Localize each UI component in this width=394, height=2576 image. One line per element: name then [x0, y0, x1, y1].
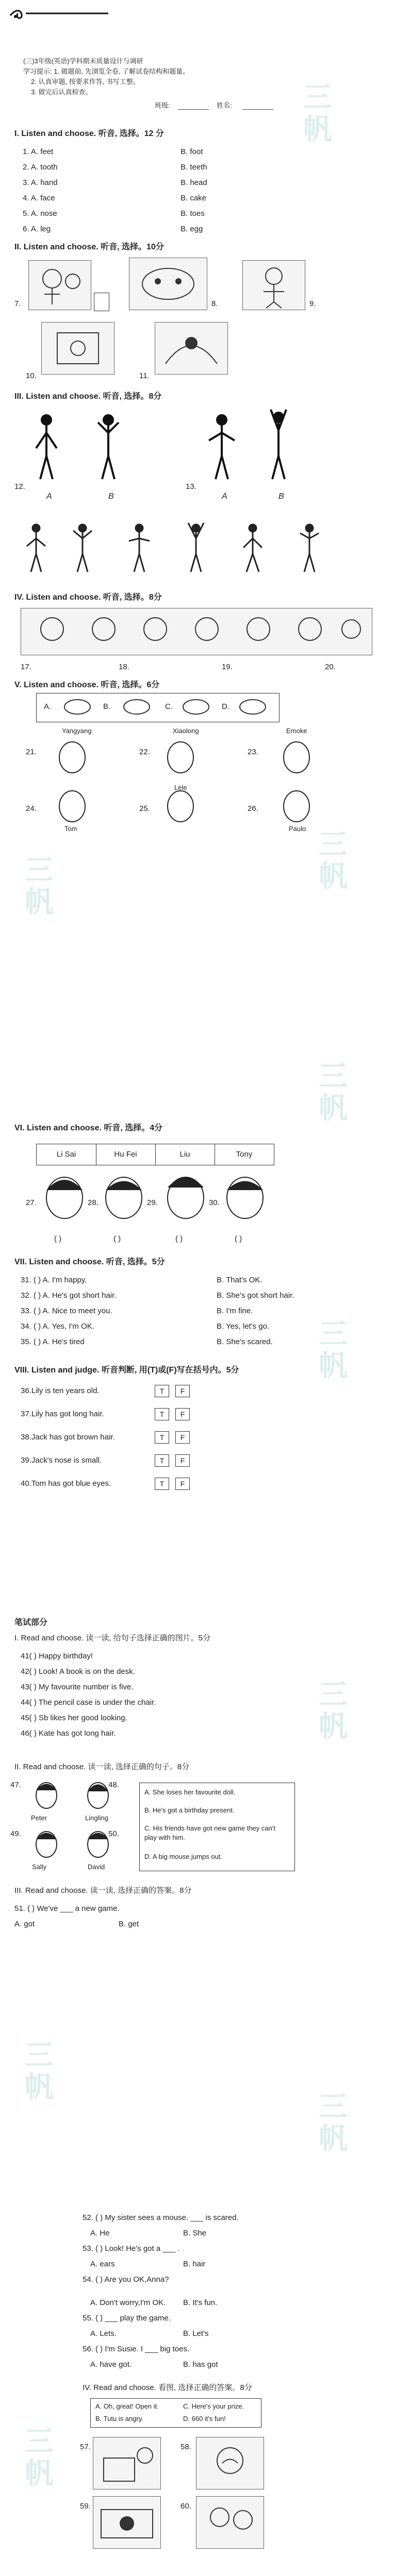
- listening-s7-title: VII. Listen and choose. 听音, 选择。5分: [14, 1258, 165, 1266]
- s3-num-12: 12.: [14, 482, 25, 491]
- w3-item-51: 51. ( ) We've ___ a new game.: [14, 1904, 120, 1913]
- s4-num-20: 20.: [325, 663, 336, 671]
- s5-name-21: Yangyang: [62, 727, 92, 735]
- s5-name-23: Emoke: [286, 727, 307, 735]
- w3-item-55: 55. ( ) ___ play the game.: [83, 2314, 171, 2323]
- s6-name-hufei: Hu Fei: [96, 1144, 156, 1165]
- s7-item-31b: B. That's OK.: [217, 1276, 262, 1284]
- w2-name-david: David: [88, 1863, 105, 1871]
- s1-item-4b: B. cake: [180, 194, 207, 202]
- watermark: 三 帆: [25, 2039, 54, 2104]
- s3-option-a-12: A: [46, 492, 52, 501]
- w3-item-55a: A. Lets.: [90, 2329, 117, 2338]
- w3-item-53b: B. hair: [183, 2260, 206, 2268]
- s6-num-29: 29.: [147, 1198, 158, 1207]
- s5-num-23: 23.: [248, 748, 258, 756]
- w4-picture-57: [93, 2437, 161, 2489]
- s1-item-1a: 1. A. feet: [23, 147, 54, 156]
- s8-false-box-39[interactable]: F: [175, 1454, 190, 1467]
- w1-item-44: 44( ) The pencil case is under the chair.: [21, 1698, 156, 1707]
- s6-name-table: [36, 1144, 274, 1165]
- s8-false-box-40[interactable]: F: [175, 1478, 190, 1490]
- s3-figures: [0, 407, 394, 510]
- s2-picture-7: [28, 260, 91, 310]
- w3-item-52a: A. He: [90, 2229, 110, 2238]
- w2-num-48: 48.: [108, 1781, 119, 1789]
- watermark: 三 帆: [319, 1060, 348, 1125]
- s6-num-28: 28.: [88, 1198, 98, 1207]
- s1-item-1b: B. foot: [180, 147, 203, 156]
- s8-true-box-36[interactable]: T: [155, 1385, 169, 1397]
- watermark: 三 帆: [25, 2425, 54, 2490]
- s4-picture-strip: [21, 608, 372, 655]
- w1-item-41: 41( ) Happy birthday!: [21, 1652, 93, 1660]
- w3-item-53: 53. ( ) Look! He's got a ___ .: [83, 2244, 180, 2253]
- w4-num-57: 57.: [80, 2443, 91, 2451]
- listening-s6-title: VI. Listen and choose. 听音, 选择。4分: [14, 1124, 163, 1132]
- s7-item-32b: B. She's got short hair.: [217, 1291, 294, 1300]
- writing-title: 笔试部分: [14, 1618, 48, 1627]
- s2-num-7: 7.: [14, 299, 21, 308]
- watermark: 三 帆: [25, 854, 54, 919]
- listening-s5-title: V. Listen and choose. 听音, 选择。6分: [14, 681, 160, 689]
- s1-item-6a: 6. A. leg: [23, 225, 51, 233]
- s7-item-33a: 33. ( ) A. Nice to meet you.: [21, 1307, 112, 1315]
- w3-item-55b: B. Let's: [183, 2329, 209, 2338]
- w2-name-peter: Peter: [31, 1814, 47, 1822]
- class-label: 班级:: [155, 101, 170, 109]
- watermark: 三 帆: [319, 828, 348, 893]
- s8-false-box-38[interactable]: F: [175, 1431, 190, 1444]
- s2-picture-8: [129, 258, 207, 310]
- intro-line-4: 3. 做完后认真检查。: [31, 88, 92, 96]
- watermark: 三 帆: [319, 1317, 348, 1383]
- intro-line-1: (三)3年级(英语)学科期末质量设计与调研: [23, 57, 143, 65]
- w2-portraits: [21, 1780, 124, 1873]
- watermark: 三 帆: [319, 2090, 348, 2156]
- intro-line-3: 2. 认真审题, 按要求作答, 书写工整。: [31, 78, 140, 86]
- s8-true-box-40[interactable]: T: [155, 1478, 169, 1490]
- s6-name-tony: Tony: [236, 1150, 253, 1159]
- w1-item-42: 42( ) Look! A book is on the desk.: [21, 1667, 135, 1676]
- document-page: (三)3年级(英语)学科期末质量设计与调研 学习提示: 1. 做题前, 先浏览全卷, 了解试卷结构和题量。 2. 认真审题, 按要求作答, 书写工整。 3. 做完后认真检查。 班级: 姓名: I. Listen and choose. 听音, 选择。12 分 1. A. feet B. foot 2. A. tooth B. teeth 3. A. hand B. head 4. A. face B. cake 5. A. nose B. toes 6. A. leg B. egg II. Listen and choose. 听音, 选择。10分 7. 8. 9. 10. 11. III. Listen and choose. 听音, 选择。8分 12. A B 13. A B IV. Listen and choose. 听音, 选择。8分 17. 18. 19. 20. V. Listen and choose. 听音, 选择。6分 A. B. C. D. 21. Yangyang 22. Xiaolong 23. Emoke 24. Tom 25. Lele 26. Paulo VI. Listen and choose. 听音, 选择。4分 Li Sai Hu Fei Liu Tony 27. 28. 29. 30. ( ) ( ) ( ) ( ) VII. Listen and choose. 听音, 选择。5分 31. ( ) A. I'm happy. B. That's OK. 32. ( ) A. He's got short hair. B. She's got short hair. 33. ( ) A. Nice to meet you. B. I'm fine. 34. ( ) A. Yes, I'm OK. B. Yes, let's go. 35. ( ) A. He's tired B. She's scared. VIII. Listen and judge. 听音判断, 用(T)或(F)写在括号内。5分 36.Lily is ten years old. T F 37.Lily has got long hair. T F 38.Jack has got brown hair. T F 39.Jack's nose is small. T F 40.Tom has got blue eyes. T F 笔试部分 I. Read and choose. 读一读, 给句子选择正确的图片。5分 41( ) Happy birthday! 42( ) Look! A book is on the desk. 43( ) My favourite number is five. 44( ) The pencil case is under the chair. 45( ) Sb likes her good looking. 46( ) Kate has got long hair. II. Read and choose. 读一读, 选择正确的句子。8分 Peter Lingling Sally David 47. 48. 49. 50. A. She loses her favourite doll. B. He's got a birthday present. C. His friends have got new game they can't play with him. D. A big mouse jumps out. III. Read and choose. 读一读, 选择正确的答案。8分 51. ( ) We've ___ a new game. A. got B. get 52. ( ) My sister sees a mouse. ___ is scared. A. He B. She 53. ( ) Look! He's got a ___ . A. ears B. hair 54. ( ) Are you OK,Anna? A. Don't worry,I'm OK. B. It's fun. 55. ( ) ___ play the game. A. Lets. B. Let's 56. ( ) I'm Susie. I ___ big toes. A. have got. B. has got IV. Read and choose. 看图, 选择正确的答案。8分 A. Oh, great! Open it. C. Here's your prize. B. Tutu is angry. D. 660 it's fun! 57. 58. 59. 60. 三 帆 三 帆 三 帆 三 帆 三 帆 三 帆 三 帆 三 帆 三 帆: [0, 0, 394, 2576]
- s5-option-c: C.: [165, 702, 173, 711]
- w3-item-56a: A. have got.: [90, 2360, 132, 2369]
- w3-item-54: 54. ( ) Are you OK,Anna?: [83, 2275, 169, 2284]
- s1-item-3b: B. head: [180, 178, 207, 187]
- s1-item-5b: B. toes: [180, 209, 205, 218]
- s5-option-icons: [57, 697, 273, 717]
- w3-item-51a: A. got: [14, 1920, 35, 1928]
- w4-option-d: D. 660 it's fun!: [183, 2415, 226, 2422]
- listening-s3-title: III. Listen and choose. 听音, 选择。8分: [14, 392, 162, 401]
- s4-num-19: 19.: [222, 663, 233, 671]
- s5-option-b: B.: [103, 702, 111, 711]
- w3-item-52b: B. She: [183, 2229, 207, 2238]
- s8-true-box-37[interactable]: T: [155, 1408, 169, 1420]
- header-scribble: [0, 6, 394, 22]
- w2-num-50: 50.: [108, 1829, 119, 1838]
- s5-faces: [0, 737, 394, 824]
- s2-num-9: 9.: [309, 299, 316, 308]
- w2-num-49: 49.: [10, 1829, 21, 1838]
- s1-item-2b: B. teeth: [180, 163, 207, 172]
- s8-true-box-38[interactable]: T: [155, 1431, 169, 1444]
- s7-item-31a: 31. ( ) A. I'm happy.: [21, 1276, 87, 1284]
- w1-item-45: 45( ) Sb likes her good looking.: [21, 1714, 127, 1722]
- w2-name-lingling: Lingling: [85, 1814, 108, 1822]
- w4-option-c: C. Here's your prize.: [183, 2402, 244, 2410]
- s6-num-27: 27.: [26, 1198, 37, 1207]
- writing-s1-title: I. Read and choose. 读一读, 给句子选择正确的图片。5分: [14, 1634, 211, 1642]
- s3-crowd-figures: [0, 518, 394, 580]
- s7-item-35b: B. She's scared.: [217, 1337, 273, 1346]
- writing-s3-title: III. Read and choose. 读一读, 选择正确的答案。8分: [14, 1886, 192, 1895]
- s8-item-40: 40.Tom has got blue eyes.: [21, 1479, 111, 1488]
- s6-name-liu: Liu: [155, 1144, 215, 1165]
- s2-num-8: 8.: [211, 299, 218, 308]
- s4-num-18: 18.: [119, 663, 129, 671]
- s8-false-box-36[interactable]: F: [175, 1385, 190, 1397]
- writing-s4-title: IV. Read and choose. 看图, 选择正确的答案。8分: [83, 2383, 252, 2392]
- writing-s2-title: II. Read and choose. 读一读, 选择正确的句子。8分: [14, 1762, 190, 1771]
- s2-answer-box-7[interactable]: [94, 293, 109, 311]
- w1-item-43: 43( ) My favourite number is five.: [21, 1683, 134, 1691]
- s8-item-38: 38.Jack has got brown hair.: [21, 1433, 115, 1442]
- w2-option-c: C. His friends have got new game they can't play with him.: [144, 1824, 275, 1841]
- w4-picture-59: [93, 2496, 161, 2549]
- s5-num-25: 25.: [139, 804, 150, 813]
- s1-item-5a: 5. A. nose: [23, 209, 57, 218]
- s3-option-a-13: A: [222, 492, 227, 501]
- w4-option-b: B. Tutu is angry.: [95, 2415, 143, 2422]
- s5-num-21: 21.: [26, 748, 37, 756]
- w4-picture-58: [196, 2437, 264, 2489]
- s5-name-26: Paulo: [289, 825, 306, 833]
- s1-item-3a: 3. A. hand: [23, 178, 58, 187]
- w4-picture-60: [196, 2496, 264, 2549]
- watermark: 三 帆: [303, 81, 332, 146]
- s8-false-box-37[interactable]: F: [175, 1408, 190, 1420]
- listening-s8-title: VIII. Listen and judge. 听音判断, 用(T)或(F)写在括号内。5分: [14, 1366, 239, 1375]
- s1-item-4a: 4. A. face: [23, 194, 55, 202]
- intro-line-2: 学习提示: 1. 做题前, 先浏览全卷, 了解试卷结构和题量。: [23, 67, 190, 75]
- w2-option-a: A. She loses her favourite doll.: [144, 1788, 236, 1796]
- w3-item-51b: B. get: [119, 1920, 139, 1928]
- s5-name-22: Xiaolong: [173, 727, 199, 735]
- s5-name-24: Tom: [64, 825, 77, 833]
- w4-num-58: 58.: [180, 2443, 191, 2451]
- s1-item-6b: B. egg: [180, 225, 203, 233]
- s8-item-37: 37.Lily has got long hair.: [21, 1410, 104, 1418]
- s3-option-b-13: B: [278, 492, 284, 501]
- s7-item-34a: 34. ( ) A. Yes, I'm OK.: [21, 1322, 94, 1331]
- s2-num-11: 11.: [139, 371, 150, 380]
- w3-item-56: 56. ( ) I'm Susie. I ___ big toes.: [83, 2345, 190, 2353]
- s8-item-36: 36.Lily is ten years old.: [21, 1386, 100, 1395]
- s7-item-34b: B. Yes, let's go.: [217, 1322, 270, 1331]
- w3-item-52: 52. ( ) My sister sees a mouse. ___ is scared.: [83, 2213, 239, 2222]
- s2-picture-10: [41, 322, 114, 375]
- s5-option-d: D.: [222, 702, 229, 711]
- w3-item-54b: B. It's fun.: [183, 2298, 218, 2307]
- w3-item-53a: A. ears: [90, 2260, 115, 2268]
- s2-picture-9: [242, 260, 305, 310]
- listening-s2-title: II. Listen and choose. 听音, 选择。10分: [14, 243, 164, 251]
- listening-s4-title: IV. Listen and choose. 听音, 选择。8分: [14, 593, 162, 602]
- s5-num-24: 24.: [26, 804, 37, 813]
- w2-option-d: D. A big mouse jumps out.: [144, 1853, 223, 1860]
- s3-option-b-12: B: [108, 492, 114, 501]
- s2-num-10: 10.: [26, 371, 37, 380]
- w3-item-56b: B. has got: [183, 2360, 218, 2369]
- s7-item-32a: 32. ( ) A. He's got short hair.: [21, 1291, 117, 1300]
- s1-item-2a: 2. A. tooth: [23, 163, 58, 172]
- w2-option-b: B. He's got a birthday present.: [144, 1806, 235, 1814]
- w2-num-47: 47.: [10, 1781, 21, 1789]
- w4-num-59: 59.: [80, 2502, 91, 2511]
- s7-item-35a: 35. ( ) A. He's tired: [21, 1337, 85, 1346]
- watermark: 三 帆: [319, 1678, 348, 1743]
- s6-name-lisai: Li Sai: [37, 1144, 96, 1165]
- w3-item-54a: A. Don't worry,I'm OK.: [90, 2298, 166, 2307]
- s3-num-13: 13.: [186, 482, 196, 491]
- s8-true-box-39[interactable]: T: [155, 1454, 169, 1467]
- s5-num-26: 26.: [248, 804, 258, 813]
- w2-name-sally: Sally: [32, 1863, 47, 1871]
- listening-s1-title: I. Listen and choose. 听音, 选择。12 分: [14, 129, 164, 138]
- name-label: 姓名:: [217, 101, 232, 109]
- s5-option-a: A.: [44, 702, 52, 711]
- s8-item-39: 39.Jack's nose is small.: [21, 1456, 102, 1465]
- s6-portraits: [0, 1172, 394, 1229]
- s6-num-30: 30.: [209, 1198, 220, 1207]
- s5-name-25: Lele: [174, 784, 187, 791]
- s4-num-17: 17.: [21, 663, 31, 671]
- w1-item-46: 46( ) Kate has got long hair.: [21, 1729, 116, 1738]
- w4-num-60: 60.: [180, 2502, 191, 2511]
- s5-num-22: 22.: [139, 748, 150, 756]
- s2-picture-11: [155, 322, 228, 375]
- w4-option-a: A. Oh, great! Open it.: [95, 2402, 159, 2410]
- s7-item-33b: B. I'm fine.: [217, 1307, 253, 1315]
